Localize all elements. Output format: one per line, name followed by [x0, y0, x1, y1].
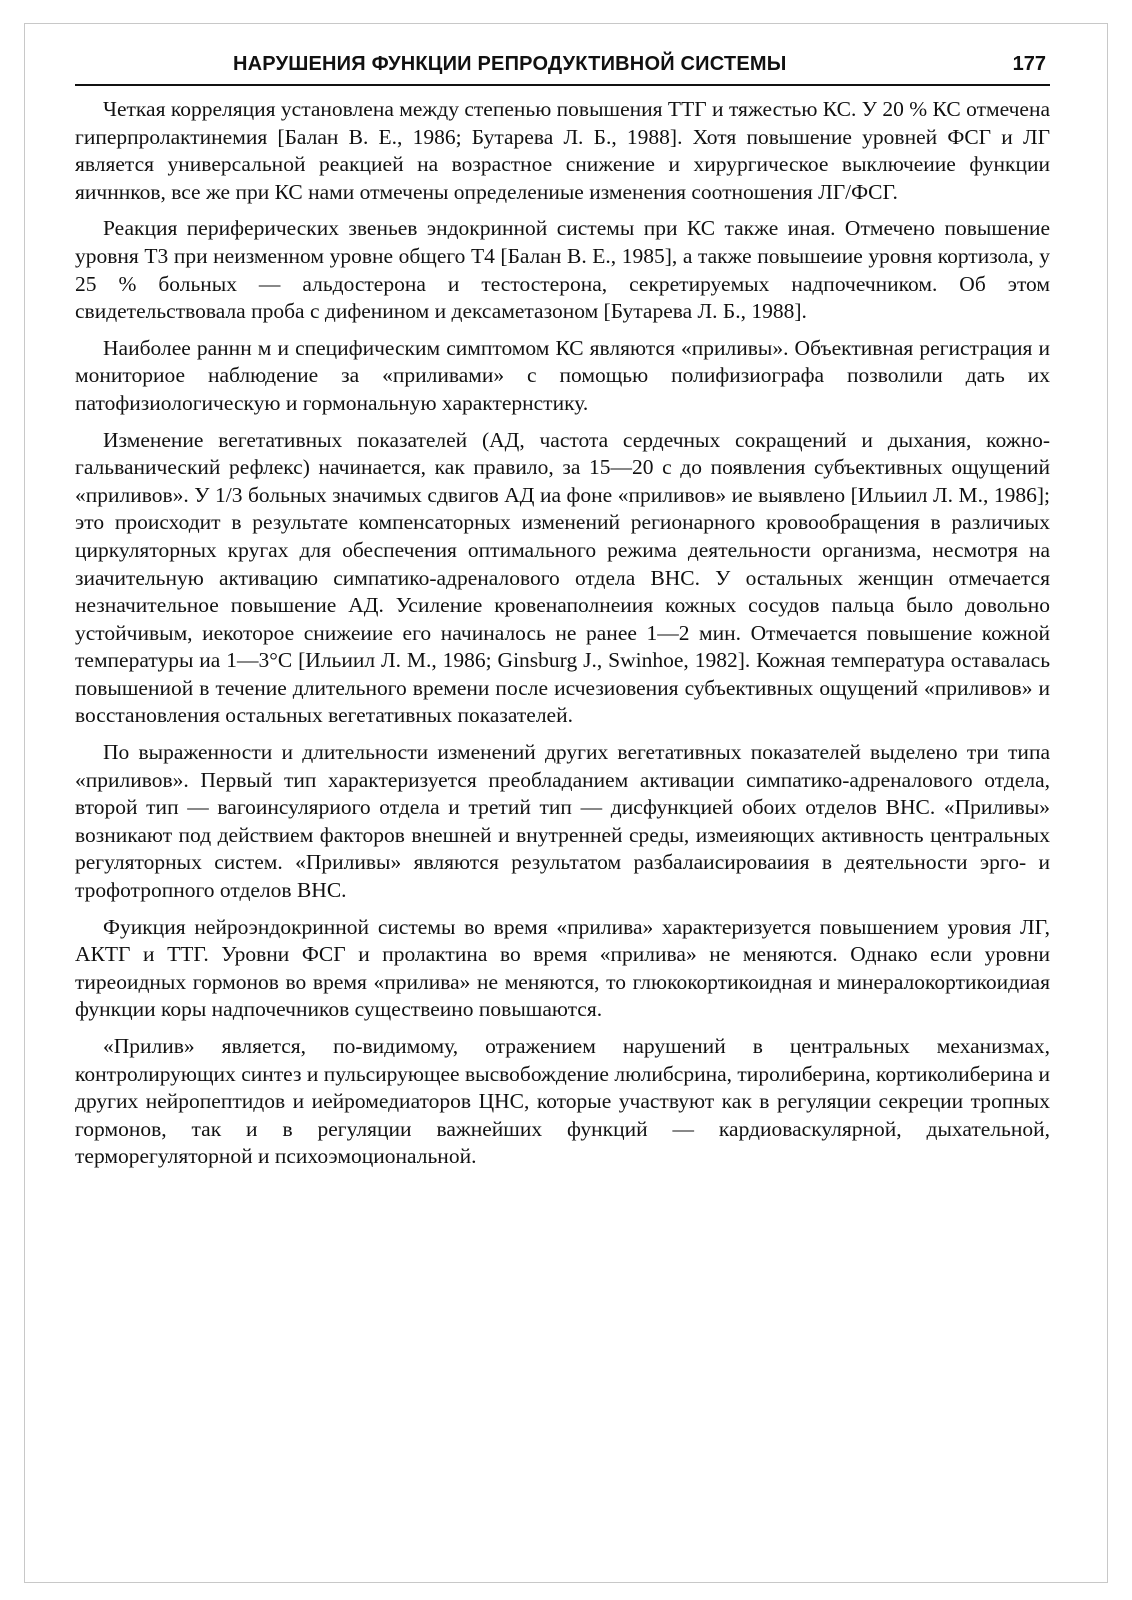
paragraph: Четкая корреляция установлена между степенью повышения ТТГ и тяжестью КС. У 20 % КС отмечена гиперпролактинемия [Балан В. Е., 1986; Бутарева Л. Б., 1988]. Хотя повышение уровней ФСГ и ЛГ является универсальной реакцией на возрастное снижение и хирургическое выключеиие функции яичннков, все же при КС нами отмечены определениые изменения соотношения ЛГ/ФСГ. — [75, 97, 1050, 204]
paragraph: По выраженности и длительности изменений других вегетативных показателей выделено три типа «приливов». Первый тип характеризуется преобладанием активации симпатико-адреналового отдела, второй тип — вагоинсуляриого отдела и третий тип — дисфункцией обоих отделов ВНС. «Приливы» возникают под действием факторов внешней и внутренней среды, измеияющих активность центральных регуляторных систем. «Приливы» являются результатом разбалаисироваиия в деятельности эрго- и трофотропного отделов ВНС. — [75, 740, 1050, 903]
book-page — [24, 23, 1108, 1583]
running-title: НАРУШЕНИЯ ФУНКЦИИ РЕПРОДУКТИВНОЙ СИСТЕМЫ — [233, 53, 787, 75]
body-text — [75, 96, 1050, 1180]
paragraph: Фуикция нейроэндокринной системы во время «прилива» характеризуется повышением уровия ЛГ, АКТГ и ТТГ. Уровни ФСГ и пролактина во время «прилива» не меняются. Однако если уровни тиреоидных гормонов во время «прилива» не меняются, то глюкокортикоидная и минералокортикоидиая функции коры надпочечников существеино повышаются. — [75, 914, 1050, 1022]
paragraph: Изменение вегетативных показателей (АД, частота сердечных сокращений и дыхания, кожно-гальванический рефлекс) начинается, как правило, за 15—20 с до появления субъективных ощущений «приливов». У 1/3 больных значимых сдвигов АД иа фоне «приливов» ие выявлено [Ильиил Л. М., 1986]; это происходит в результате компенсаторных изменений регионарного кровообращения в различиых циркуляторных кругах для обеспечения оптимального режима деятельности организма, несмотря на зиачительную активацию симпатико-адреналового отдела ВНС. У остальных женщин отмечается незначительное повышение АД. Усиление кровенаполнеиия кожных сосудов пальца было довольно устойчивым, иекоторое снижеиие его начиналось не ранее 1—2 мин. Отмечается повышение кожной температуры иа 1—3°С [Ильиил Л. М., 1986; Ginsburg J., Swinhoe, 1982]. Кожная температура оставалась повышениой в течение длительного времени после исчезиовения субъективных ощущений «приливов» и восстановления остальных вегетативных показателей. — [75, 427, 1050, 728]
paragraph: «Прилив» является, по-видимому, отражением нарушений в центральных механизмах, контролирующих синтез и пульсирующее высвобождение люлибсрина, тиролиберина, кортиколиберина и других нейропептидов и иейромедиаторов ЦНС, которые участвуют как в регуляции секреции тропных гормонов, так и в регуляции важнейших функций — кардиоваскулярной, дыхательной, терморегуляторной и психоэмоциональной. — [75, 1034, 1050, 1169]
page-header — [75, 52, 1050, 86]
paragraph: Наиболее раннн м и специфическим симптомом КС являются «приливы». Объективная регистрация и мониториое наблюдение за «приливами» с помощью полифизиографа позволили дать их патофизиологическую и гормональную характернстику. — [75, 335, 1050, 415]
paragraph: Реакция периферических звеньев эндокринной системы при КС также иная. Отмечено повышение уровня Т3 при неизменном уровне общего Т4 [Балан В. Е., 1985], а также повышеиие уровня кортизола, у 25 % больных — альдостерона и тестостерона, секретируемых надпочечником. Об этом свидетельствовала проба с дифенином и дексаметазоном [Бутарева Л. Б., 1988]. — [75, 216, 1050, 324]
page-number: 177 — [1012, 53, 1046, 75]
